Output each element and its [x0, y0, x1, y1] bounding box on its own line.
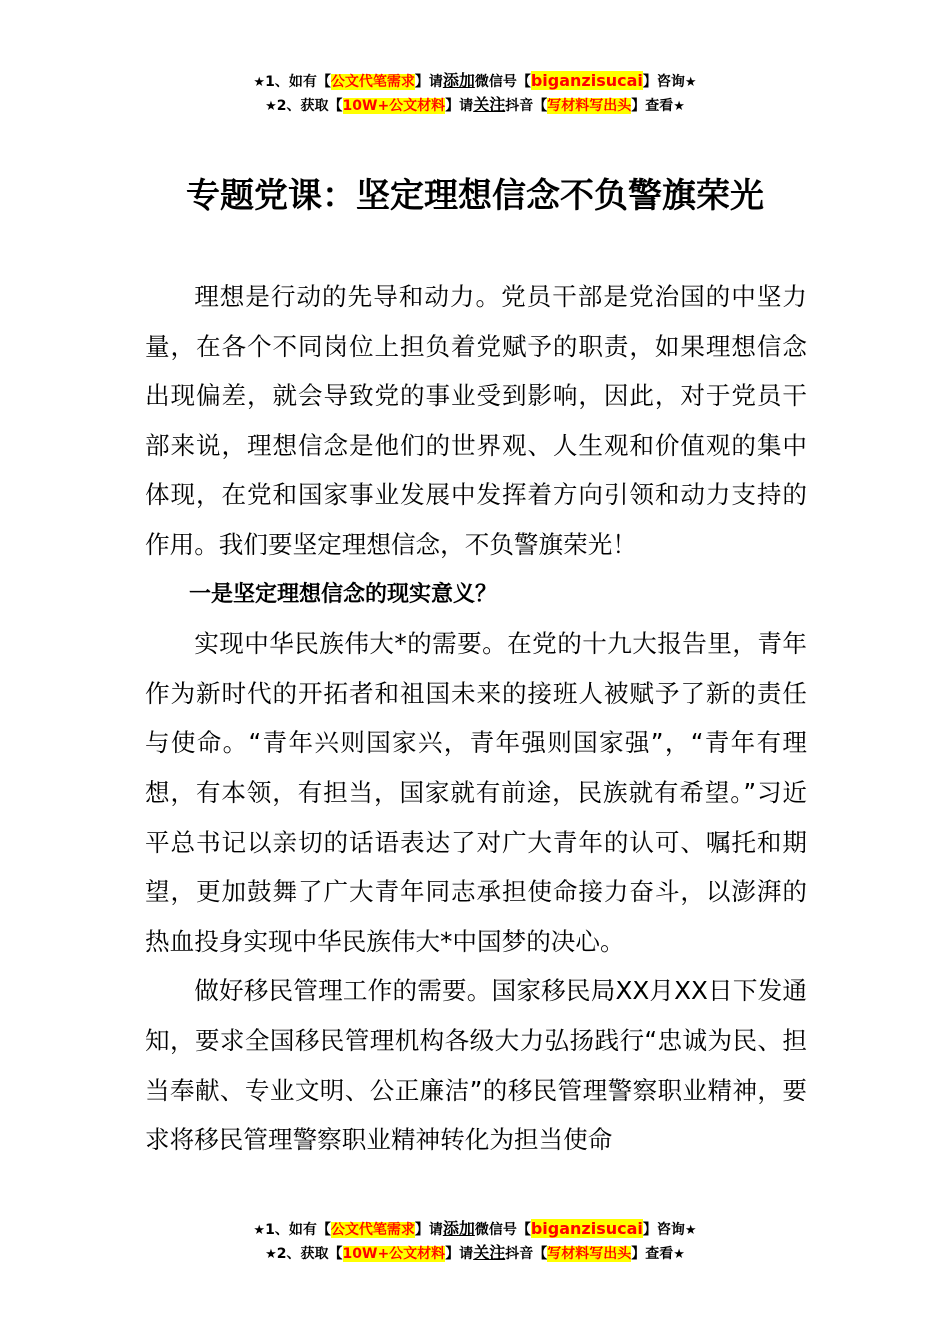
paragraph-intro: 理想是行动的先导和动力。党员干部是党治国的中坚力量，在各个不同岗位上担负着党赋予的职责，如果理想信念出现偏差，就会导致党的事业受到影响，因此，对于党员干部来说，理想信念是他们的世界观、人生观和价值观的集中体现，在党和国家事业发展中发挥着方向引领和动力支持的作用。我们要坚定理想信念，不负警旗荣光！	[145, 282, 807, 559]
star-icon: ★	[684, 1223, 697, 1238]
banner-text: 抖音【	[505, 98, 548, 114]
banner-text: 】请	[414, 1222, 443, 1238]
banner-text: 】查看	[631, 98, 674, 114]
section-heading: 一是坚定理想信念的现实意义？	[189, 581, 498, 607]
star-icon: ★	[253, 75, 266, 90]
underlined-text: 关注	[473, 95, 506, 114]
douyin-id: 写材料写出头	[547, 98, 632, 114]
star-icon: ★	[265, 1247, 277, 1262]
banner-text: 】请	[414, 74, 443, 90]
highlight-text: 10W+公文材料	[342, 1246, 446, 1262]
star-icon: ★	[253, 1223, 266, 1238]
banner-text: 】请	[445, 1246, 474, 1262]
underlined-text: 添加	[442, 71, 475, 90]
banner-text: 抖音【	[505, 1246, 548, 1262]
footer-banner	[0, 1218, 950, 1266]
banner-text: 2、获取【	[276, 98, 343, 114]
banner-text: 】咨询	[642, 74, 685, 90]
paragraph: 做好移民管理工作的需要。国家移民局XX月XX日下发通知，要求全国移民管理机构各级大力弘扬践行“忠诚为民、担当奉献、专业文明、公正廉洁”的移民管理警察职业精神，要求将移民管理警察职业精神转化为担当使命	[145, 976, 807, 1155]
highlight-text: 10W+公文材料	[342, 98, 446, 114]
highlight-text: 公文代笔需求	[330, 1222, 415, 1238]
document-body	[145, 272, 807, 1165]
star-icon: ★	[673, 1247, 685, 1262]
douyin-id: 写材料写出头	[547, 1246, 632, 1262]
paragraph: 实现中华民族伟大*的需要。在党的十九大报告里，青年作为新时代的开拓者和祖国未来的接班人被赋予了新的责任与使命。“青年兴则国家兴，青年强则国家强”，“青年有理想，有本领，有担当，国家就有前途，民族就有希望。”习近平总书记以亲切的话语表达了对广大青年的认可、嘱托和期望，更加鼓舞了广大青年同志承担使命接力奋斗，以澎湃的热血投身实现中华民族伟大*中国梦的决心。	[145, 629, 807, 956]
star-icon: ★	[684, 75, 697, 90]
banner-line-1	[0, 70, 950, 94]
highlight-text: 公文代笔需求	[330, 74, 415, 90]
wechat-id: biganzisucai	[530, 71, 643, 90]
banner-text: 微信号【	[474, 74, 531, 90]
banner-text: 】咨询	[642, 1222, 685, 1238]
banner-text: 2、获取【	[276, 1246, 343, 1262]
document-title: 专题党课：坚定理想信念不负警旗荣光	[186, 176, 764, 216]
banner-text: 1、如有【	[265, 1222, 331, 1238]
banner-text: 】请	[445, 98, 474, 114]
banner-text: 1、如有【	[265, 74, 331, 90]
header-banner	[0, 70, 950, 118]
star-icon: ★	[673, 99, 685, 114]
banner-text: 】查看	[631, 1246, 674, 1262]
star-icon: ★	[265, 99, 277, 114]
wechat-id: biganzisucai	[530, 1219, 643, 1238]
underlined-text: 关注	[473, 1243, 506, 1262]
banner-line-2	[0, 94, 950, 118]
banner-text: 微信号【	[474, 1222, 531, 1238]
underlined-text: 添加	[442, 1219, 475, 1238]
banner-line-1	[0, 1218, 950, 1242]
banner-line-2	[0, 1242, 950, 1266]
